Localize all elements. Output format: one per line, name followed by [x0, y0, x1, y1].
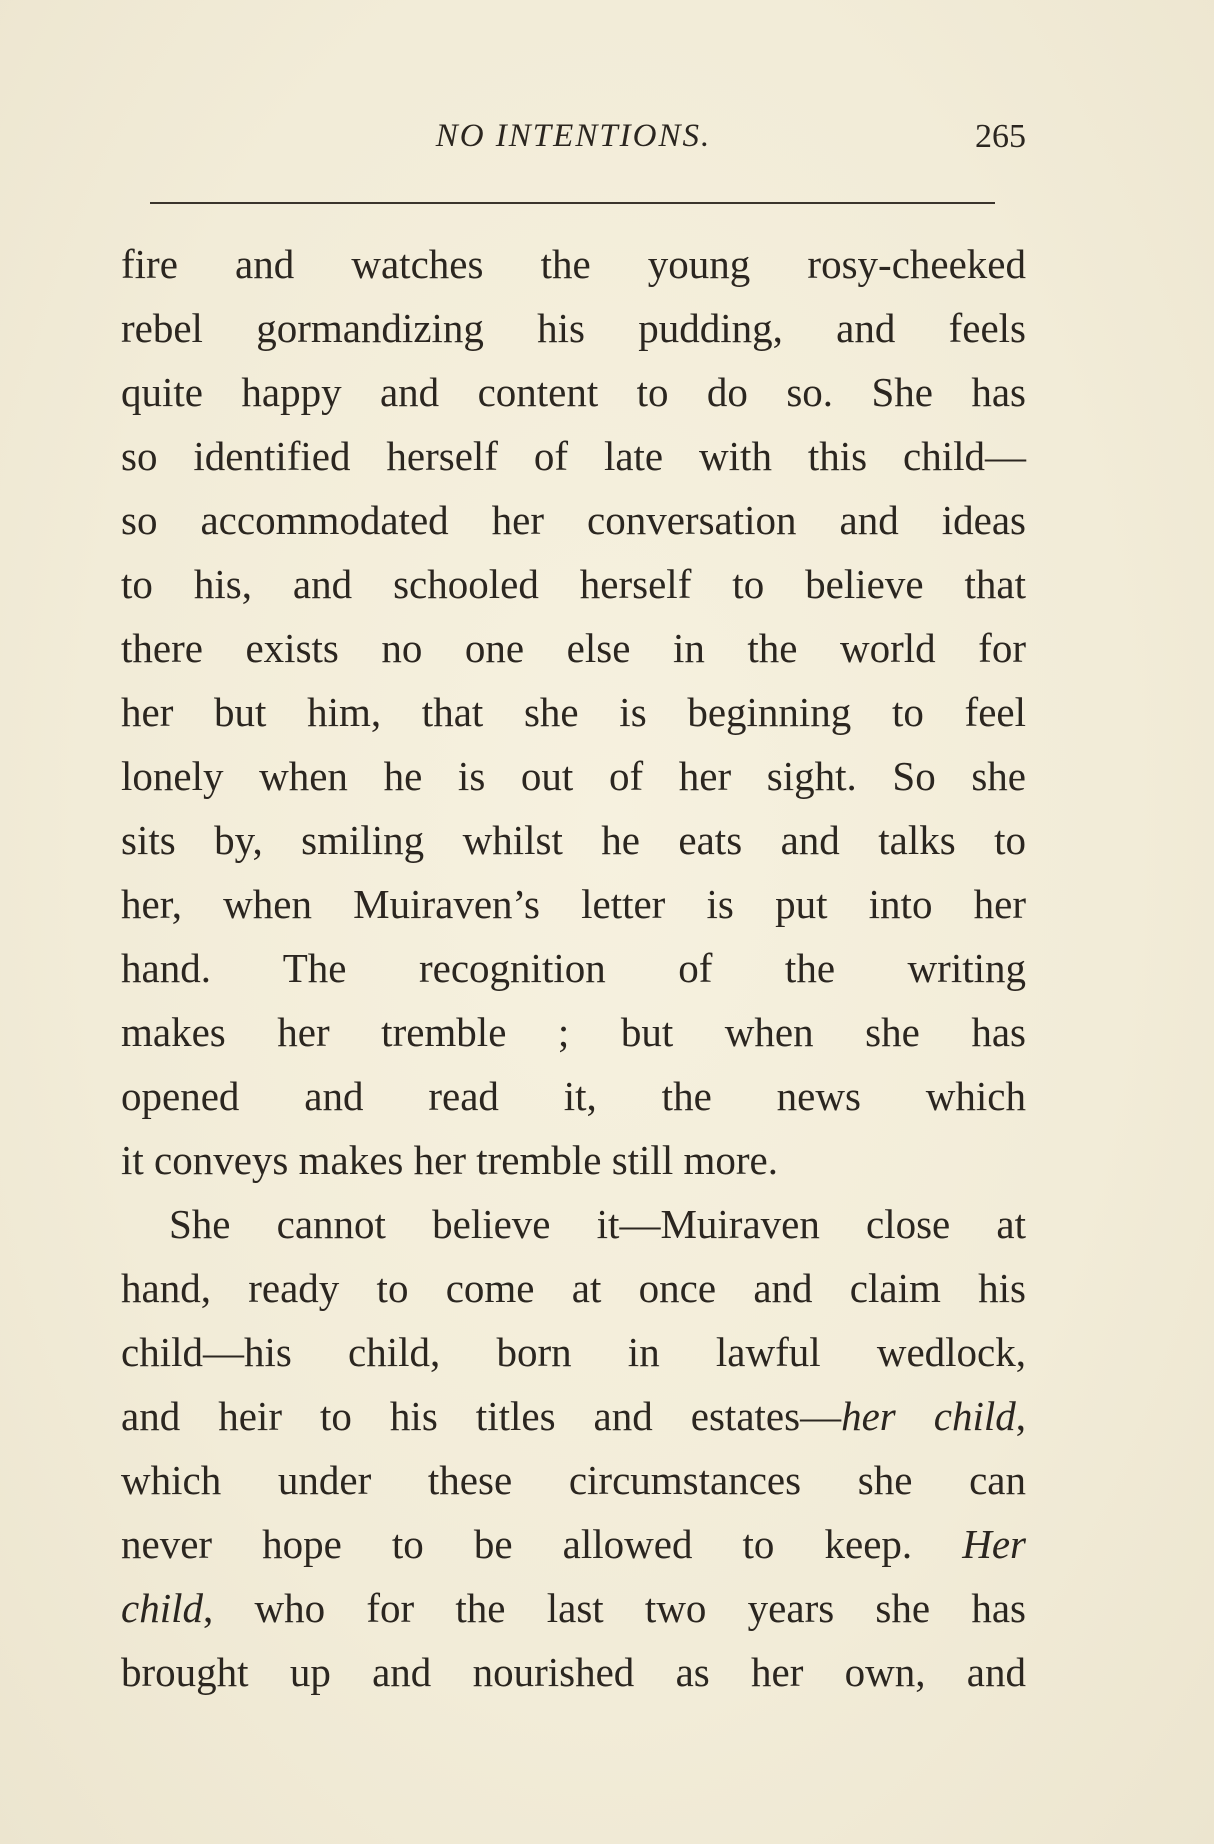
text-line	[121, 1576, 1026, 1640]
text-segment: lonely when he is out of her sight. So she	[121, 753, 1026, 799]
text-segment: so accommodated her conversation and ideas	[121, 497, 1026, 543]
text-line	[121, 1064, 1026, 1128]
text-segment: opened and read it, the news which	[121, 1073, 1026, 1119]
text-line	[121, 872, 1026, 936]
text-segment: there exists no one else in the world for	[121, 625, 1026, 671]
text-line	[121, 552, 1026, 616]
text-line	[121, 1320, 1026, 1384]
page-number: 265	[975, 118, 1026, 155]
text-line	[121, 232, 1026, 296]
text-line	[121, 488, 1026, 552]
text-line	[121, 808, 1026, 872]
text-line	[121, 1192, 1026, 1256]
header-rule	[150, 202, 995, 204]
text-line	[121, 296, 1026, 360]
text-segment: to his, and schooled herself to believe that	[121, 561, 1026, 607]
text-segment: and heir to his titles and estates—	[121, 1393, 842, 1439]
text-segment: quite happy and content to do so. She has	[121, 369, 1026, 415]
text-line	[121, 680, 1026, 744]
text-line	[121, 1384, 1026, 1448]
body-text	[121, 232, 1026, 1704]
text-line	[121, 1512, 1026, 1576]
text-segment: her but him, that she is beginning to feel	[121, 689, 1026, 735]
text-segment: fire and watches the young rosy-cheeked	[121, 241, 1026, 287]
text-segment: which under these circumstances she can	[121, 1457, 1026, 1503]
text-segment: brought up and nourished as her own, and	[121, 1649, 1026, 1695]
text-line	[121, 1256, 1026, 1320]
text-segment: ,	[1015, 1393, 1026, 1439]
text-segment: makes her tremble ; but when she has	[121, 1009, 1026, 1055]
text-segment: her, when Muiraven’s letter is put into her	[121, 881, 1026, 927]
text-line	[121, 1448, 1026, 1512]
text-line	[121, 1640, 1026, 1704]
text-segment: hand. The recognition of the writing	[121, 945, 1026, 991]
text-segment: so identified herself of late with this child—	[121, 433, 1026, 479]
text-segment: it conveys makes her tremble still more.	[121, 1137, 778, 1183]
text-segment: She cannot believe it—Muiraven close at	[169, 1201, 1026, 1247]
text-line	[121, 360, 1026, 424]
text-line	[121, 936, 1026, 1000]
text-segment: hand, ready to come at once and claim his	[121, 1265, 1026, 1311]
text-line	[121, 1128, 1026, 1192]
italic-text: Her	[962, 1521, 1026, 1567]
text-segment: sits by, smiling whilst he eats and talks to	[121, 817, 1026, 863]
text-segment: child—his child, born in lawful wedlock,	[121, 1329, 1026, 1375]
running-title: NO INTENTIONS.	[435, 118, 712, 154]
text-line	[121, 424, 1026, 488]
text-segment: rebel gormandizing his pudding, and feels	[121, 305, 1026, 351]
text-line	[121, 616, 1026, 680]
text-segment: , who for the last two years she has	[202, 1585, 1026, 1631]
text-segment: never hope to be allowed to keep.	[121, 1521, 963, 1567]
text-line	[121, 1000, 1026, 1064]
page-header	[121, 118, 1026, 168]
text-line	[121, 744, 1026, 808]
italic-text: child	[121, 1585, 203, 1631]
italic-text: her child	[841, 1393, 1016, 1439]
